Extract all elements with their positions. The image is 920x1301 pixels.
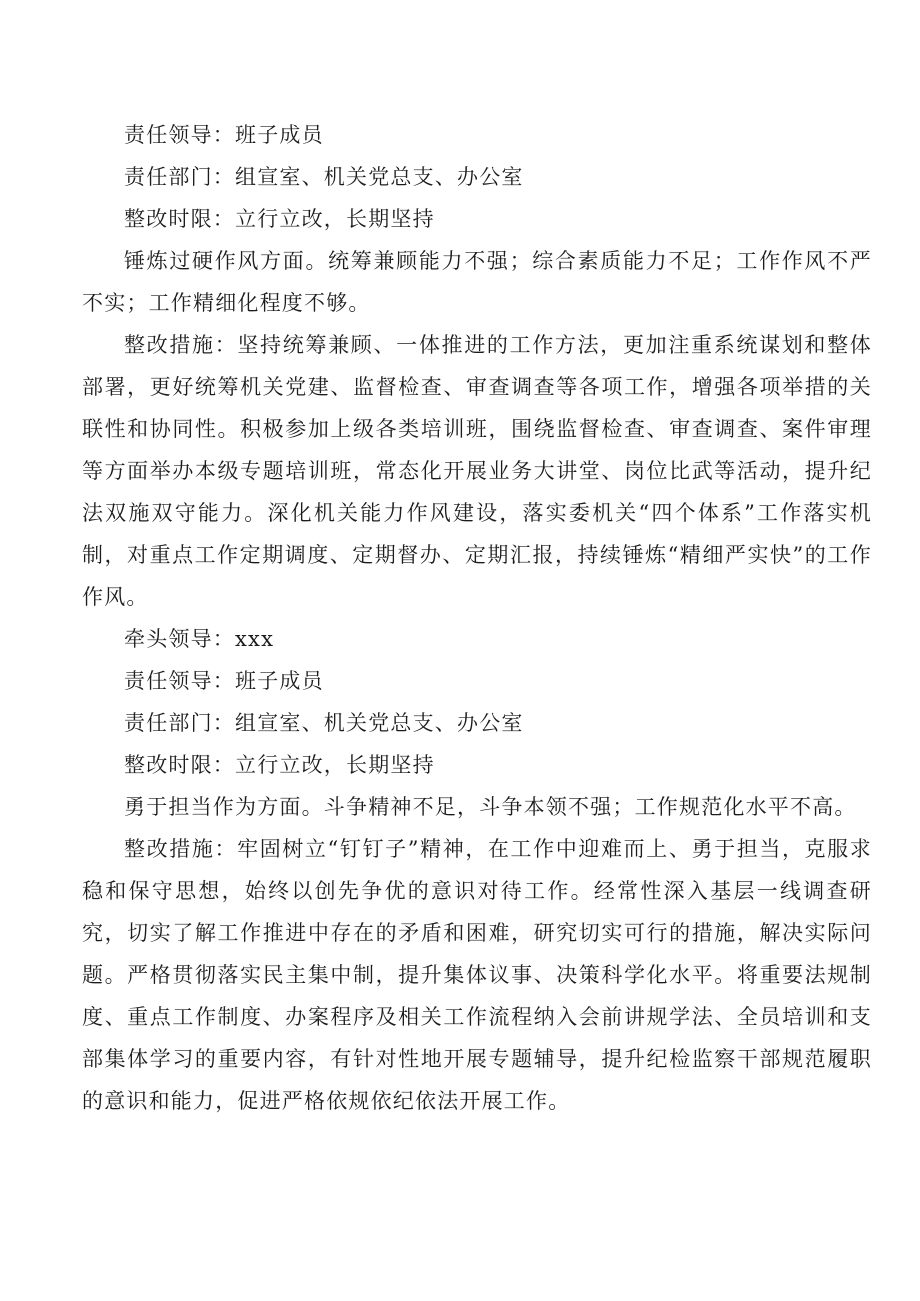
measures-paragraph-responsibility: 整改措施：牢固树立“钉钉子”精神，在工作中迎难而上、勇于担当，克服求稳和保守思想，始终以创先争优的意识对待工作。经常性深入基层一线调查研究，切实了解工作推进中存在的矛盾和困难，研究切实可行的措施，解决实际问题。严格贯彻落实民主集中制，提升集体议事、决策科学化水平。将重要法规制度、重点工作制度、办案程序及相关工作流程纳入会前讲规学法、全员培训和支部集体学习的重要内容，有针对性地开展专题辅导，提升纪检监察干部规范履职的意识和能力，促进严格依规依纪依法开展工作。 bbox=[82, 837, 872, 1113]
responsible-department-line: 责任部门：组宣室、机关党总支、办公室 bbox=[124, 711, 524, 735]
measures-paragraph-work-style: 整改措施：坚持统筹兼顾、一体推进的工作方法，更加注重系统谋划和整体部署，更好统筹机关党建、监督检查、审查调查等各项工作，增强各项举措的关联性和协同性。积极参加上级各类培训班，围绕监督检查、审查调查、案件审理等方面举办本级专题培训班，常态化开展业务大讲堂、岗位比武等活动，提升纪法双施双守能力。深化机关能力作风建设，落实委机关“四个体系”工作落实机制，对重点工作定期调度、定期督办、定期汇报，持续锤炼“精细严实快”的工作作风。 bbox=[82, 333, 872, 609]
deadline-line: 整改时限：立行立改，长期坚持 bbox=[124, 207, 435, 231]
issue-paragraph-work-style: 锤炼过硬作风方面。统筹兼顾能力不强；综合素质能力不足；工作作风不严不实；工作精细化程度不够。 bbox=[82, 249, 872, 315]
responsible-leader-line: 责任领导：班子成员 bbox=[124, 669, 324, 693]
responsible-leader-line: 责任领导：班子成员 bbox=[124, 123, 324, 147]
issue-paragraph-responsibility: 勇于担当作为方面。斗争精神不足，斗争本领不强；工作规范化水平不高。 bbox=[124, 795, 857, 819]
responsible-department-line: 责任部门：组宣室、机关党总支、办公室 bbox=[124, 165, 524, 189]
lead-leader-line: 牵头领导：xxx bbox=[124, 627, 275, 651]
document-body bbox=[82, 114, 872, 1122]
deadline-line: 整改时限：立行立改，长期坚持 bbox=[124, 753, 435, 777]
